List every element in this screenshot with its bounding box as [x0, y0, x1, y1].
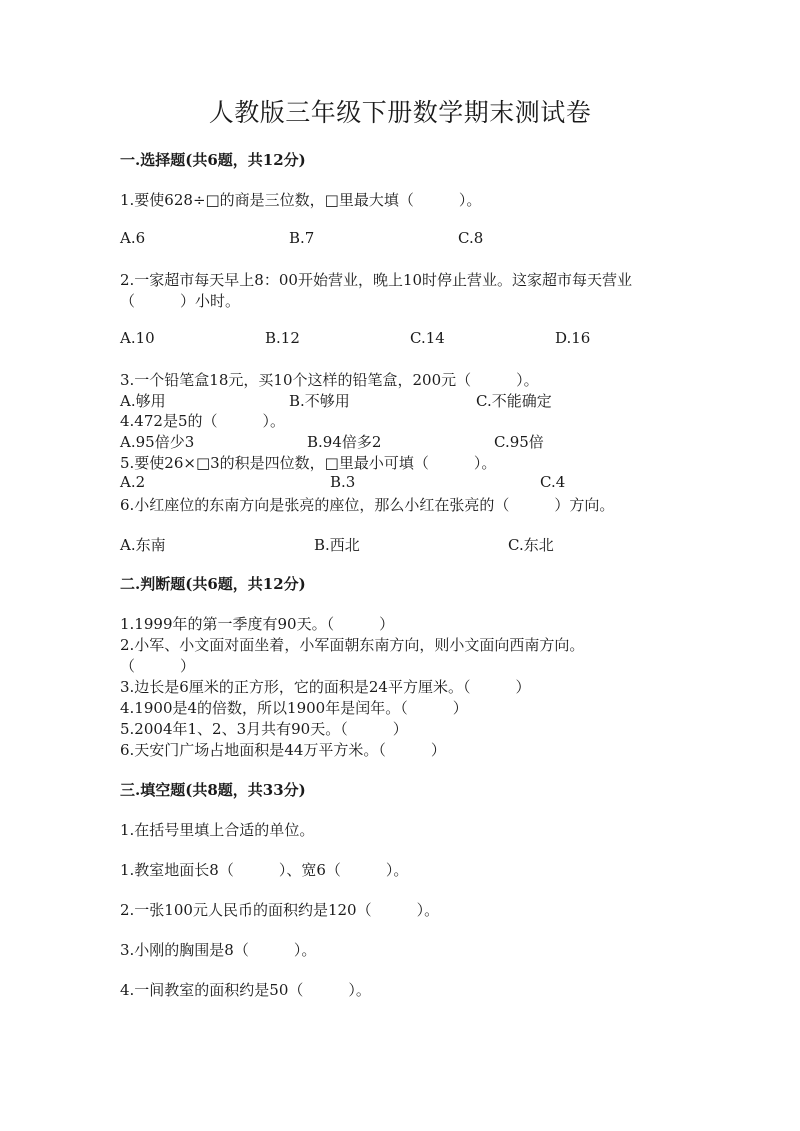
option: C.8: [458, 229, 484, 247]
question-text: 4.一间教室的面积约是50（ ）。: [120, 981, 371, 999]
question-text: （ ）小时。: [120, 292, 241, 310]
question-text: 6.小红座位的东南方向是张亮的座位，那么小红在张亮的（ ）方向。: [120, 496, 615, 514]
question-text: 5.2004年1、2、3月共有90天。（ ）: [120, 720, 408, 738]
option: A.6: [120, 229, 146, 247]
question-text: 6.天安门广场占地面积是44万平方米。（ ）: [120, 741, 446, 759]
option: C.14: [410, 329, 445, 347]
option: B.94倍多2: [307, 433, 382, 451]
option: A.东南: [120, 536, 166, 554]
option: A.95倍少3: [120, 433, 195, 451]
question-text: 4.472是5的（ ）。: [120, 412, 285, 430]
question-text: 3.一个铅笔盒18元，买10个这样的铅笔盒，200元（ ）。: [120, 371, 539, 389]
question-text: 5.要使26×□3的积是四位数，□里最小可填（ ）。: [120, 454, 497, 472]
option: B.7: [289, 229, 315, 247]
question-text: 2.一张100元人民币的面积约是120（ ）。: [120, 901, 440, 919]
option: A.够用: [120, 392, 166, 410]
question-text: （ ）: [120, 657, 196, 675]
question-text: 1.要使628÷□的商是三位数，□里最大填（ ）。: [120, 191, 482, 209]
question-text: 1.在括号里填上合适的单位。: [120, 821, 315, 839]
option: D.16: [555, 329, 591, 347]
question-text: 1.教室地面长8（ ）、宽6（ ）。: [120, 861, 409, 879]
question-text: 3.小刚的胸围是8（ ）。: [120, 941, 317, 959]
question-text: 4.1900是4的倍数，所以1900年是闰年。（ ）: [120, 699, 468, 717]
section-heading-judgement: 二.判断题(共6题，共12分): [120, 575, 306, 593]
option: B.3: [330, 473, 356, 491]
option: B.12: [265, 329, 300, 347]
option: C.不能确定: [476, 392, 552, 410]
page-title: 人教版三年级下册数学期末测试卷: [208, 98, 592, 127]
option: A.10: [120, 329, 155, 347]
question-text: 2.小军、小文面对面坐着，小军面朝东南方向，则小文面向西南方向。: [120, 636, 585, 654]
question-text: 2.一家超市每天早上8：00开始营业，晚上10时停止营业。这家超市每天营业: [120, 271, 633, 289]
option: A.2: [120, 473, 146, 491]
option: B.西北: [314, 536, 360, 554]
option: C.东北: [508, 536, 554, 554]
section-heading-choice: 一.选择题(共6题，共12分): [120, 151, 306, 169]
option: B.不够用: [289, 392, 350, 410]
option: C.95倍: [494, 433, 544, 451]
question-text: 3.边长是6厘米的正方形，它的面积是24平方厘米。（ ）: [120, 678, 531, 696]
section-heading-fill-blank: 三.填空题(共8题，共33分): [120, 781, 306, 799]
option: C.4: [540, 473, 566, 491]
question-text: 1.1999年的第一季度有90天。（ ）: [120, 615, 395, 633]
